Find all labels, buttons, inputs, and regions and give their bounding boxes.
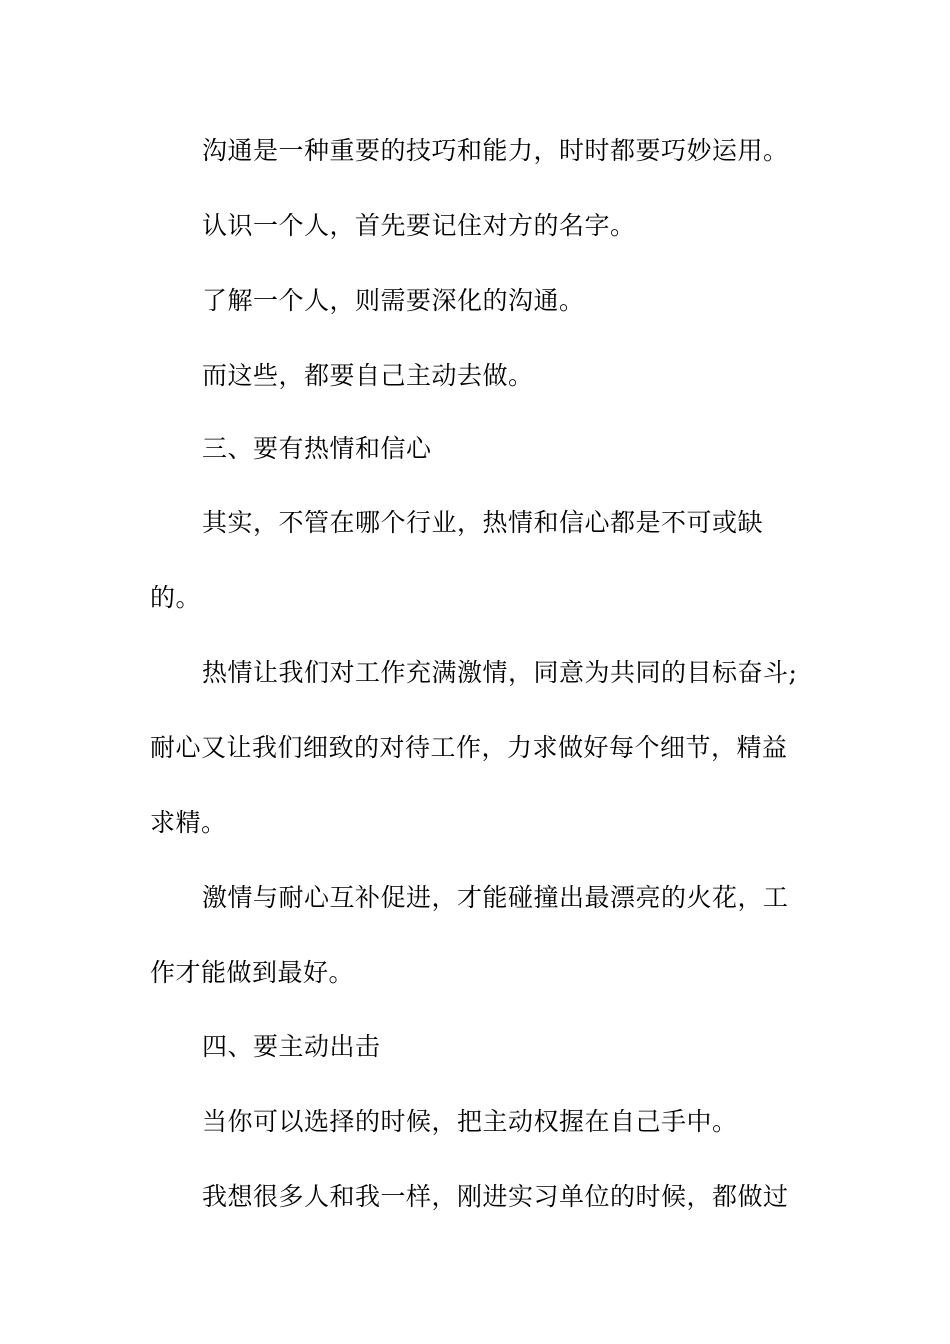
paragraph-line: 其实，不管在哪个行业，热情和信心都是不可或缺 [202, 508, 764, 537]
paragraph-line: 我想很多人和我一样，刚进实习单位的时候，都做过 [202, 1182, 789, 1211]
section-heading: 四、要主动出击 [202, 1032, 381, 1061]
paragraph-line: 激情与耐心互补促进，才能碰撞出最漂亮的火花，工 [202, 883, 789, 912]
paragraph-line: 了解一个人，则需要深化的沟通。 [202, 286, 585, 315]
paragraph-line: 认识一个人，首先要记住对方的名字。 [202, 211, 636, 240]
paragraph-line: 作才能做到最好。 [150, 958, 355, 987]
paragraph-line: 求精。 [150, 808, 227, 837]
paragraph-line: 耐心又让我们细致的对待工作，力求做好每个细节，精益 [150, 733, 788, 762]
paragraph-line: 而这些，都要自己主动去做。 [202, 361, 534, 390]
paragraph-line: 当你可以选择的时候，把主动权握在自己手中。 [202, 1107, 738, 1136]
section-heading: 三、要有热情和信心 [202, 434, 432, 463]
paragraph-line: 热情让我们对工作充满激情，同意为共同的目标奋斗; [202, 658, 798, 687]
paragraph-line: 的。 [150, 583, 202, 612]
paragraph-line: 沟通是一种重要的技巧和能力，时时都要巧妙运用。 [202, 136, 789, 165]
